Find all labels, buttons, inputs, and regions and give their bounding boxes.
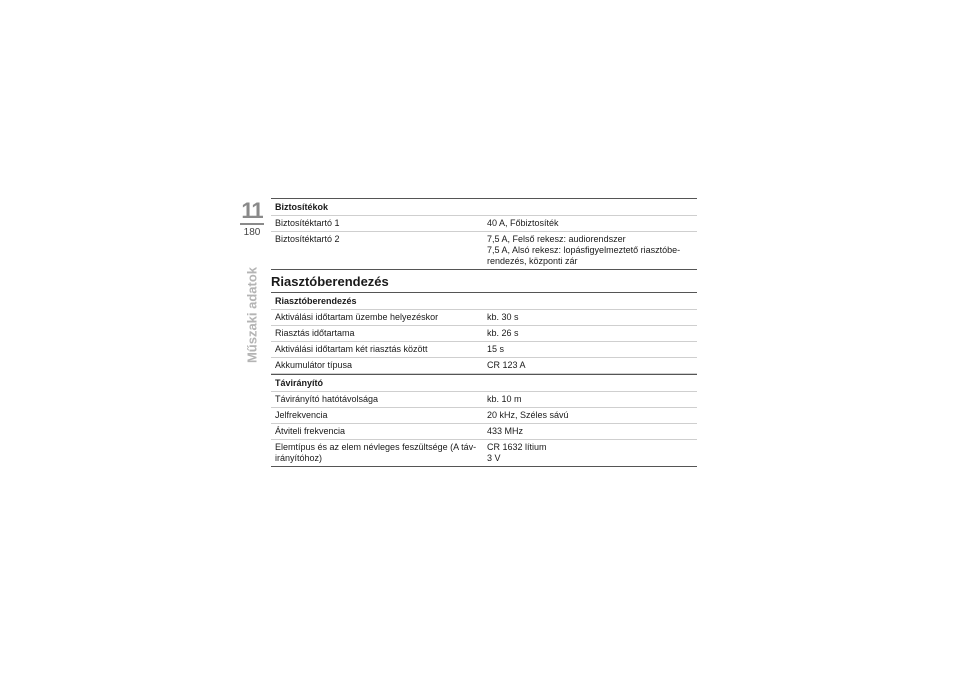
remote-group-header: Távirányító <box>271 374 697 392</box>
side-chapter-label: Műszaki adatok <box>244 266 260 364</box>
row-label: Akkumulátor típusa <box>275 360 353 370</box>
row-value <box>483 232 697 269</box>
value-line: 7,5 A, Felső rekesz: audiorendszer <box>487 234 626 244</box>
table-row <box>271 310 697 326</box>
chapter-divider <box>240 223 264 225</box>
fuses-table-header: Biztosítékok <box>271 199 697 216</box>
table-row <box>271 342 697 358</box>
row-value <box>483 216 697 231</box>
alarm-table-header: Riasztóberendezés <box>271 293 697 310</box>
fuses-table <box>271 198 697 270</box>
table-row <box>271 392 697 408</box>
chapter-number: 11 <box>241 198 263 223</box>
value-line: CR 1632 lítium <box>487 442 547 452</box>
table-row <box>271 408 697 424</box>
value-line: kb. 26 s <box>487 328 519 338</box>
row-value <box>483 326 697 341</box>
value-line: 7,5 A, Alsó rekesz: lopásfigyelmeztető riasztóbe- <box>487 245 681 255</box>
row-value <box>483 392 697 407</box>
value-line: kb. 10 m <box>487 394 522 404</box>
row-label <box>271 440 483 466</box>
row-value <box>483 440 697 466</box>
table-row <box>271 216 697 232</box>
row-value <box>483 424 697 439</box>
value-line: rendezés, központi zár <box>487 256 578 266</box>
table-row <box>271 358 697 374</box>
alarm-table <box>271 292 697 467</box>
row-label <box>271 392 483 407</box>
value-line: CR 123 A <box>487 360 526 370</box>
row-label: Biztosítéktartó 1 <box>275 218 340 228</box>
table-row <box>271 424 697 440</box>
table-row <box>271 440 697 466</box>
label-line: Távirányító hatótávolsága <box>275 394 379 404</box>
row-value <box>483 408 697 423</box>
table-row <box>271 326 697 342</box>
value-line: 15 s <box>487 344 505 354</box>
row-value <box>483 310 697 325</box>
value-line: 433 MHz <box>487 426 524 436</box>
row-label: Biztosítéktartó 2 <box>275 234 340 244</box>
row-label: Aktiválási időtartam üzembe helyezéskor <box>275 312 439 322</box>
label-line: Átviteli frekvencia <box>275 426 346 436</box>
row-label <box>271 408 483 423</box>
value-line: 3 V <box>487 453 501 463</box>
label-line: Jelfrekvencia <box>275 410 328 420</box>
section-title: Riasztóberendezés <box>271 274 389 289</box>
row-label: Riasztás időtartama <box>275 328 355 338</box>
page-number: 180 <box>243 227 261 238</box>
row-label: Aktiválási időtartam két riasztás között <box>275 344 428 354</box>
row-value <box>483 342 697 357</box>
row-value <box>483 358 697 373</box>
label-line: irányítóhoz) <box>275 453 323 463</box>
label-line: Elemtípus és az elem névleges feszültsége (A táv- <box>275 442 477 452</box>
row-label <box>271 424 483 439</box>
value-line: kb. 30 s <box>487 312 519 322</box>
value-line: 20 kHz, Széles sávú <box>487 410 569 420</box>
value-line: 40 A, Főbiztosíték <box>487 218 559 228</box>
table-row <box>271 232 697 269</box>
